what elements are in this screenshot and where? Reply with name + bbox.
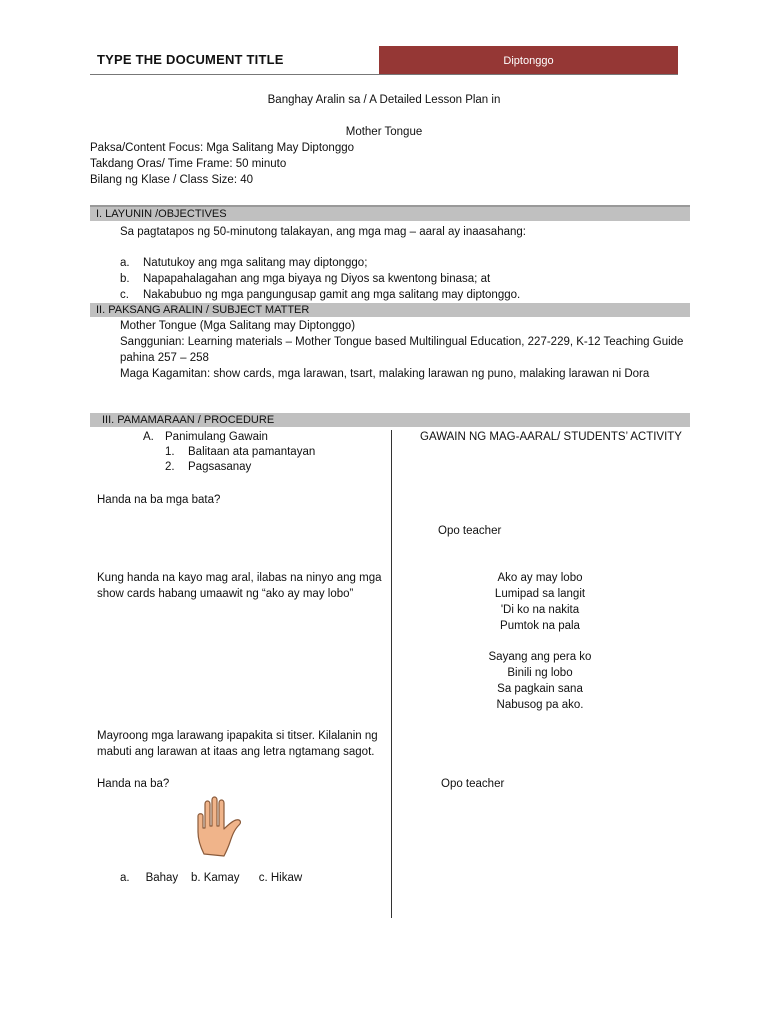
materials-line: Maga Kagamitan: show cards, mga larawan, tsart, malaking larawan ng puno, malaking larawan ni Dora [120,368,650,380]
teacher-question: Handa na ba? [97,778,170,790]
objective-marker: a. [120,257,130,269]
answer-choices: a. Bahay b. Kamay c. Hikaw [120,872,303,884]
content-focus: Paksa/Content Focus: Mga Salitang May Diptonggo [90,142,355,154]
teacher-instruction: Kung handa na kayo mag aral, ilabas na ninyo ang mga [97,572,382,584]
song-line: Pumtok na pala [500,620,580,632]
procedure-section-header: III. PAMAMARAAN / PROCEDURE [90,413,690,427]
objective-item: Natutukoy ang mga salitang may diptonggo; [143,257,368,269]
objectives-lead: Sa pagtatapos ng 50-minutong talakayan, ang mga mag – aaral ay inaasahang: [120,226,526,238]
objective-marker: c. [120,289,129,301]
reference-pages: pahina 257 – 258 [120,352,209,364]
lesson-plan-heading: Banghay Aralin sa / A Detailed Lesson Plan in [267,94,501,106]
song-line: Lumipad sa langit [494,588,586,600]
subject-topic: Mother Tongue (Mga Salitang may Diptonggo) [120,320,356,332]
step-item: Balitaan ata pamantayan [188,446,316,458]
subject-heading: Mother Tongue [345,126,423,138]
step-marker: 1. [165,446,175,458]
teacher-instruction: Mayroong mga larawang ipapakita si titser. Kilalanin ng [97,730,378,742]
column-divider [391,430,392,918]
student-answer: Opo teacher [438,525,502,537]
teacher-instruction: mabuti ang larawan at itaas ang letra ngtamang sagot. [97,746,375,758]
time-frame: Takdang Oras/ Time Frame: 50 minuto [90,158,287,170]
song-line: Binili ng lobo [507,667,573,679]
class-size: Bilang ng Klase / Class Size: 40 [90,174,254,186]
objectives-section-header: I. LAYUNIN /OBJECTIVES [90,205,690,221]
teacher-question: Handa na ba mga bata? [97,494,221,506]
topic-badge [379,46,678,75]
document-title: TYPE THE DOCUMENT TITLE [97,52,284,67]
subsection-title: Panimulang Gawain [165,431,268,443]
subsection-marker: A. [143,431,154,443]
song-line: 'Di ko na nakita [500,604,580,616]
step-marker: 2. [165,461,175,473]
objective-marker: b. [120,273,130,285]
open-hand-icon [190,794,252,861]
teacher-instruction: show cards habang umaawit ng “ako ay may lobo” [97,588,354,600]
song-line: Ako ay may lobo [497,572,583,584]
topic-badge-label: Diptonggo [503,54,554,67]
student-answer: Opo teacher [441,778,505,790]
subject-matter-section-header: II. PAKSANG ARALIN / SUBJECT MATTER [90,303,690,317]
objective-item: Napapahalagahan ang mga biyaya ng Diyos sa kwentong binasa; at [143,273,491,285]
song-line: Sayang ang pera ko [488,651,592,663]
step-item: Pagsasanay [188,461,252,473]
song-line: Sa pagkain sana [497,683,583,695]
header-divider [90,74,678,75]
students-activity-heading: GAWAIN NG MAG-AARAL/ STUDENTS’ ACTIVITY [420,431,682,443]
reference-line: Sanggunian: Learning materials – Mother Tongue based Multilingual Education, 227-229, K-12 Teaching Guide [120,336,684,348]
song-line: Nabusog pa ako. [496,699,584,711]
objective-item: Nakabubuo ng mga pangungusap gamit ang mga salitang may diptonggo. [143,289,521,301]
